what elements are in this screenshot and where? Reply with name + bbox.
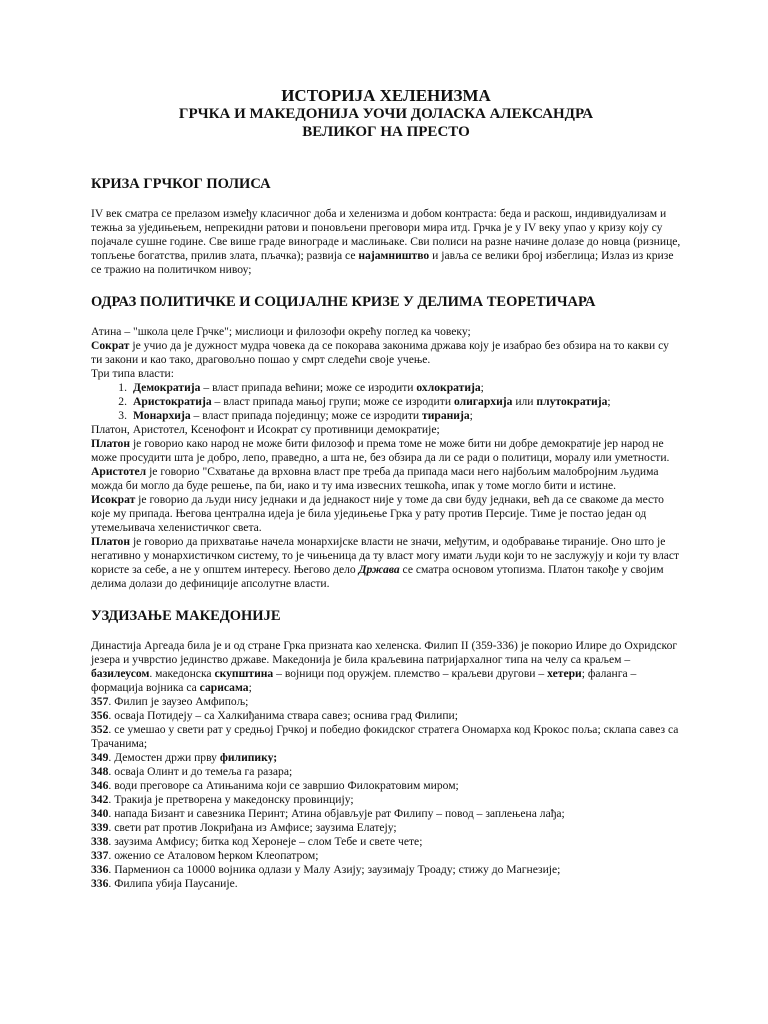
list-item: 340. напада Бизант и савезника Перинт; Атина објављује рат Филипу – повод – заплењена лађа; <box>91 807 565 820</box>
document-subtitle: ГРЧКА И МАКЕДОНИЈА УОЧИ ДОЛАСКА АЛЕКСАНДРА ВЕЛИКОГ НА ПРЕСТО <box>178 106 594 140</box>
list-item: 336. Филипа убија Паусаније. <box>91 877 238 890</box>
list-item: 336. Парменион са 10000 војника одлази у Малу Азију; заузимају Троаду; стижу до Магнезије; <box>91 863 561 876</box>
types-of-rule-list <box>91 381 681 423</box>
list-item: 356. осваја Потидеју – са Халкиђанима ствара савез; оснива град Филипи; <box>91 709 458 722</box>
athens-intro: Атина – "школа целе Грчке"; мислиоци и филозофи окрећу поглед ка човеку; <box>91 325 471 338</box>
list-item: 352. се умешао у свети рат у средњој Грчкој и победио фокидског стратега Ономарха код Крокос поља; склапа савез са Трачанима; <box>91 723 679 750</box>
thinkers-line: Платон, Аристотел, Ксенофонт и Исократ су противници демократије; <box>91 423 440 436</box>
sokrat-paragraph <box>91 339 681 367</box>
aristotel-paragraph: Аристотел је говорио "Схватање да врховна власт пре треба да припада маси него најбољим малобројним људима можда би могло да буде решење, па би, иако и ту има извесних тешкоћа, ипак у томе могло бити и истине. <box>91 465 659 492</box>
list-item: 348. осваја Олинт и до темеља га разара; <box>91 765 293 778</box>
list-item: 3. Монархија – власт припада појединцу; може се изродити тиранија; <box>118 409 473 422</box>
section-heading-theorists: ОДРАЗ ПОЛИТИЧКЕ И СОЦИЈАЛНЕ КРИЗЕ У ДЕЛИМА ТЕОРЕТИЧАРА <box>91 294 596 310</box>
crisis-tail: и јавља се велики број избеглица; Излаз из кризе се тражио на политичком нивоу; <box>91 249 674 276</box>
platon-paragraph-2: Платон је говорио да прихватање начела монархијске власти не значи, међутим, и одобравање тираније. Оно што је негативно у монархистичком систему, то је чињеница да ту власт могу имати људи који то не заслужују и који ту власт користе за себе, а не у општем интересу. Његово дело Држава се сматра основом утопизма. Платон такође у својим делима долази до дефиниције апсолутне власти. <box>91 535 680 590</box>
sokrat-text: је учио да је дужност мудра човека да се покорава законима држава коју је изабрао без обзира на то какви су ти закони и као тако, драговољно пошао у смрт следећи своје учење. <box>91 339 669 366</box>
timeline-list <box>91 695 681 891</box>
list-item: 338. заузима Амфису; битка код Херонеје – слом Тебе и свете чете; <box>91 835 423 848</box>
section-heading-macedonia: УЗДИЗАЊЕ МАКЕДОНИЈЕ <box>91 608 281 624</box>
list-item: 349. Демостен држи прву филипику; <box>91 751 278 764</box>
document-page <box>91 86 681 891</box>
section-heading-crisis: КРИЗА ГРЧКОГ ПОЛИСА <box>91 176 271 192</box>
three-types-label: Три типа власти: <box>91 367 174 380</box>
sokrat-name: Сократ <box>91 339 130 352</box>
crisis-text: IV век сматра се прелазом између класичног доба и хеленизма и добом контраста: беда и раскош, индивидуализам и тежња за уједињењем, непрекидни ратови и поновљени преговори мира итд. Грчка је у IV веку упао у кризу коју су појачале сушне године. Све више граде винограде и маслињаке. Сви полиси на разне начине долазе до новца (ризнице, топљење богатства, прилив злата, пљачка); развија се <box>91 207 681 262</box>
document-title: ИСТОРИЈА ХЕЛЕНИЗМА <box>281 86 491 105</box>
list-item: 339. свети рат против Локриђана из Амфисе; заузима Елатеју; <box>91 821 397 834</box>
macedonia-paragraph: Династија Аргеада била је и од стране Грка призната као хеленска. Филип II (359-336) је покорио Илире до Охридског језера и учврстио јединство државе. Македонија је била краљевина патријархалног типа на челу са краљем – базилеусом. македонска скупштина – војници под оружјем. племство – краљеви другови – хетери; фаланга – формација војника са сарисама; <box>91 639 678 694</box>
list-item: 346. води преговоре са Атињанима који се завршио Филократовим миром; <box>91 779 459 792</box>
platon-paragraph-1: Платон је говорио како народ не може бити филозоф и према томе не може бити ни добре демократије јер народ не може просудити шта је добро, лепо, праведно, а шта не, без обзира да ли се ради о политици, моралу или уметности. <box>91 437 670 464</box>
list-item: 1. Демократија – власт припада већини; може се изродити охлократија; <box>118 381 484 394</box>
isokrat-paragraph: Исократ је говорио да људи нису једнаки и да једнакост није у томе да сви буду једнаки, већ да се свакоме да место које му припада. Његова централна идеја је била уједињење Грка у рату против Персије. Тиме је постао један од утемељивача хеленистичког света. <box>91 493 664 534</box>
crisis-paragraph <box>91 207 681 277</box>
list-item: 357. Филип је заузео Амфипољ; <box>91 695 249 708</box>
list-item: 342. Тракија је претворена у македонску провинцију; <box>91 793 354 806</box>
crisis-bold-term: најамништво <box>358 249 430 262</box>
list-item: 337. оженио се Аталовом ћерком Клеопатром; <box>91 849 319 862</box>
list-item: 2. Аристократија – власт припада мањој групи; може се изродити олигархија или плутократија; <box>118 395 611 408</box>
